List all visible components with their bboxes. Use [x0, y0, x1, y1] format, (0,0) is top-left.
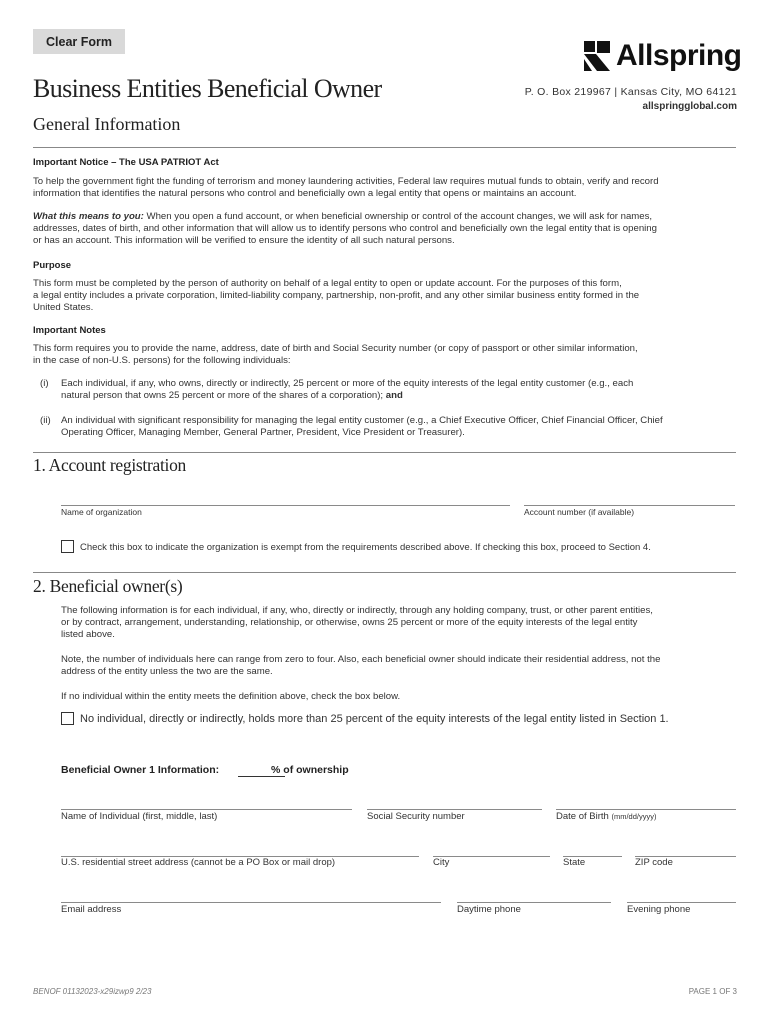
purpose-paragraph: This form must be completed by the person of authority on behalf of a legal entity to open or update account. For the purposes of this form, a legal entity includes a private corporation, limited-liability company, partnership, non-profit, and any other similar business entity formed in the United States.: [33, 278, 640, 313]
daytime-phone-field[interactable]: [457, 902, 611, 903]
note-i-marker: (i): [40, 378, 49, 389]
section2-divider: [33, 572, 736, 573]
organization-name-label: Name of organization: [61, 507, 142, 517]
page-subtitle: General Information: [33, 114, 181, 134]
section1-divider: [33, 452, 736, 453]
organization-name-field[interactable]: [61, 505, 510, 506]
notice-heading: Important Notice – The USA PATRIOT Act: [33, 157, 219, 168]
exempt-checkbox-label: Check this box to indicate the organization is exempt from the requirements described above. If checking this box, proceed to Section 4.: [80, 542, 651, 553]
note-ii-text: An individual with significant responsibility for managing the legal entity customer (e.g., a Chief Executive Officer, Chief Financial Officer, Chief Operating Officer, Managing Member, General Partner, President, Vice President or Treasurer).: [61, 415, 663, 438]
individual-name-field[interactable]: [61, 809, 352, 810]
owner1-heading: Beneficial Owner 1 Information: % of ownership: [61, 764, 349, 776]
daytime-phone-label: Daytime phone: [457, 904, 521, 915]
city-field[interactable]: [433, 856, 550, 857]
state-label: State: [563, 857, 586, 868]
zip-code-label: ZIP code: [635, 857, 673, 868]
street-address-label: U.S. residential street address (cannot be a PO Box or mail drop): [61, 857, 336, 868]
what-this-means-paragraph: What this means to you: When you open a fund account, or when beneficial ownership or control of the account changes, we will ask for names, addresses, dates of birth, and other information that will allow us to identify persons who control and beneficially own the legal entity that is opening or has an account. This information will be verified to ensure the identity of all such natural persons.: [33, 211, 657, 246]
allspring-mark-icon: [584, 41, 610, 71]
exempt-checkbox[interactable]: [61, 540, 74, 553]
section1-title: 1. Account registration: [33, 455, 186, 475]
notes-heading: Important Notes: [33, 325, 106, 336]
mailing-address: P. O. Box 219967 | Kansas City, MO 64121: [524, 86, 737, 98]
dob-format-hint: (mm/dd/yyyy): [611, 812, 657, 821]
section2-title: 2. Beneficial owner(s): [33, 576, 183, 596]
account-number-label: Account number (if available): [524, 507, 635, 517]
email-field[interactable]: [61, 902, 441, 903]
form-code: BENOF 01132023-x29izwp9 2/23: [33, 987, 152, 996]
evening-phone-label: Evening phone: [627, 904, 691, 915]
purpose-heading: Purpose: [33, 260, 72, 271]
logo-wordmark: Allspring: [616, 39, 742, 72]
section2-description: The following information is for each individual, if any, who, directly or indirectly, through any holding company, trust, or other parent entities, or by contract, arrangement, understanding, relationship, or otherwise, owns 25 percent or more of the equity interests of the legal entity listed above.: [61, 605, 653, 640]
header-divider: [33, 147, 736, 148]
no-owner-checkbox-label: No individual, directly or indirectly, holds more than 25 percent of the equity interests of the legal entity listed in Section 1.: [80, 713, 669, 725]
section2-instruction: If no individual within the entity meets the definition above, check the box below.: [61, 691, 401, 702]
dob-label: Date of Birth (mm/dd/yyyy): [556, 811, 657, 822]
means-label: What this means to you:: [33, 211, 144, 222]
ssn-label: Social Security number: [367, 811, 465, 822]
ownership-percent-field[interactable]: [238, 776, 285, 777]
account-number-field[interactable]: [524, 505, 735, 506]
evening-phone-field[interactable]: [627, 902, 736, 903]
ssn-field[interactable]: [367, 809, 542, 810]
page-number: PAGE 1 OF 3: [688, 987, 737, 996]
dob-field[interactable]: [556, 809, 736, 810]
no-owner-checkbox[interactable]: [61, 712, 74, 725]
city-label: City: [433, 857, 450, 868]
individual-name-label: Name of Individual (first, middle, last): [61, 811, 218, 822]
page-title: Business Entities Beneficial Owner: [33, 74, 382, 103]
website-link[interactable]: allspringglobal.com: [642, 101, 737, 112]
note-ii-marker: (ii): [40, 415, 51, 426]
notes-paragraph: This form requires you to provide the name, address, date of birth and Social Security number (or copy of passport or other similar information, in the case of non-U.S. persons) for the following individuals:: [33, 343, 638, 366]
note-i-text: Each individual, if any, who owns, directly or indirectly, 25 percent or more of the equity interests of the legal entity customer (e.g., each natural person that owns 25 percent or more of the shares of a corporation); and: [61, 378, 634, 401]
allspring-logo: [584, 41, 742, 71]
email-label: Email address: [61, 904, 122, 915]
clear-form-button[interactable]: Clear Form: [33, 29, 125, 54]
notice-paragraph: To help the government fight the funding of terrorism and money laundering activities, Federal law requires mutual funds to obtain, verify and record information that identifies the natural persons who control and beneficially own a legal entity that opens or maintains an account.: [33, 176, 659, 199]
section2-note: Note, the number of individuals here can range from zero to four. Also, each beneficial owner should indicate their residential address, not the address of the entity unless the two are the same.: [61, 654, 661, 677]
